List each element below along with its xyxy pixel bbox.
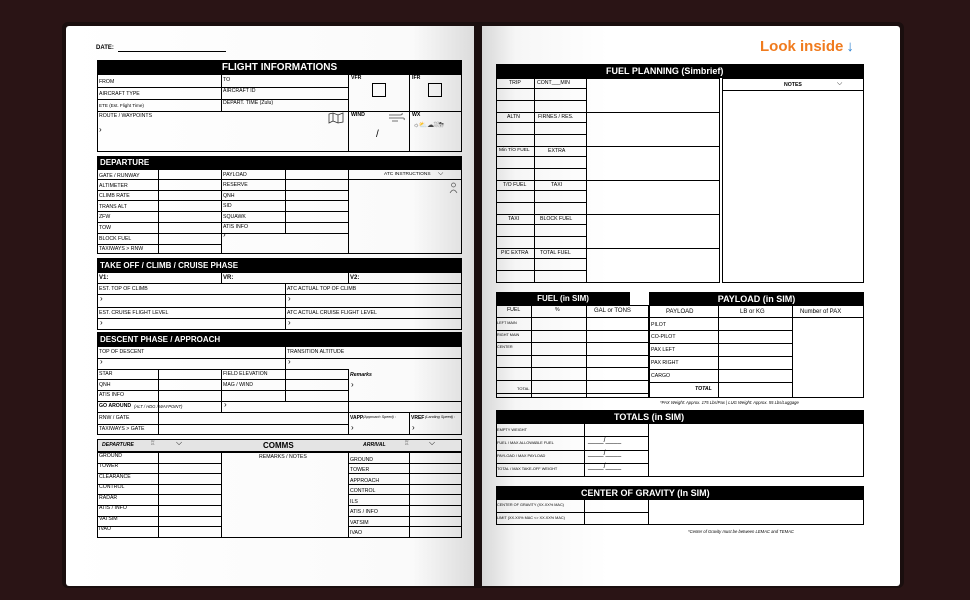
ps-row-0: PILOT (651, 322, 666, 328)
ps-col-1: LB or KG (740, 309, 765, 315)
dep-comm-1: TOWER (99, 463, 119, 469)
fp-to-fuel: T/O FUEL (503, 182, 527, 188)
remarks-label: Remarks (350, 372, 372, 378)
payload-table (649, 305, 864, 398)
dep-chevron-icon[interactable]: ⌵ (176, 438, 183, 447)
vr-label: VR: (223, 275, 234, 281)
map-icon (328, 112, 344, 124)
fuel-planning-line-8 (496, 190, 586, 191)
totals-slash-1: ____/____ (588, 437, 622, 444)
fuel-sim-line-6 (496, 393, 649, 394)
dep-left-2: CLIMB RATE (99, 193, 130, 199)
fp-min-to: Min T/O FUEL (499, 148, 530, 153)
fuel-planning-header: FUEL PLANNING (Simbrief) (496, 64, 864, 78)
fuel-planning-line-9 (496, 202, 586, 203)
cog-row-1: LIMIT (XX.XX% MAC <> XX.XX% MAC) (497, 516, 565, 520)
dep-comm-6: VATSIM (99, 516, 118, 522)
go-around-label: GO AROUND (99, 403, 132, 409)
down-arrow-icon: ↓ (846, 38, 854, 55)
fp-pic: PIC EXTRA (501, 250, 529, 256)
notes-chevron-icon[interactable]: ⌵ (837, 80, 843, 87)
mag-wind-label: MAG / WIND (223, 382, 253, 388)
atc-cruise-label: ATC ACTUAL CRUISE FLIGHT LEVEL (287, 310, 377, 316)
arr-comm-6: VATSIM (350, 520, 369, 526)
comms-line-12 (97, 526, 221, 527)
ete-label: ETE (Est. Flight Time) (99, 103, 144, 108)
arr-comm-5: ATIS / INFO (350, 509, 378, 515)
right-page (482, 26, 900, 586)
fs-total: TOTAL (517, 386, 530, 391)
totals-row-0: EMPTY WEIGHT (497, 427, 527, 432)
atc-instructions-label: ATC INSTRUCTIONS (384, 172, 431, 177)
depart-time-label: DEPART. TIME (Zulu) (223, 100, 274, 106)
ps-row-3: PAX RIGHT (651, 360, 679, 366)
atc-toc-label: ATC ACTUAL TOP OF CLIMB (287, 286, 357, 292)
fp-trip: TRIP (509, 80, 521, 86)
fuel-planning-line-1 (496, 100, 586, 101)
fs-col-0: FUEL (507, 307, 521, 313)
vapp-label: VAPP (350, 415, 364, 421)
fuel-planning-line-10 (496, 180, 720, 181)
fp-cont: CONT___MIN (537, 80, 570, 86)
arr-chevron-icon[interactable]: ⌵ (429, 438, 436, 447)
arr-comm-1: TOWER (350, 467, 370, 473)
descent-header: DESCENT PHASE / APPROACH (97, 332, 462, 346)
to-label: TO (223, 77, 231, 83)
payload-sim-line-0 (649, 317, 792, 318)
from-label: FROM (99, 79, 115, 85)
taxi-gate-label: TAXIWAYS > GATE (99, 426, 145, 432)
fs-col-2: GAL or TONS (594, 308, 631, 314)
fuel-sim-line-0 (496, 317, 649, 318)
cog-header: CENTER OF GRAVITY (In SIM) (496, 486, 864, 499)
ps-total: TOTAL (695, 386, 712, 392)
aircraft-type-label: AIRCRAFT TYPE (99, 91, 140, 97)
fuel-planning-line-6 (496, 168, 586, 169)
aircraft-id-label: AIRCRAFT ID (223, 88, 256, 94)
tower-icon: ♖ (150, 441, 156, 447)
fp-altn: ALTN (507, 114, 520, 120)
ifr-checkbox[interactable] (428, 83, 442, 97)
route-arrow-icon: › (99, 125, 102, 134)
wx-label: WX (412, 112, 421, 118)
payload-sim-line-1 (649, 330, 792, 331)
rnw-gate-label: RNW / GATE (99, 415, 130, 421)
dep-comm-0: GROUND (99, 453, 123, 459)
cog-row-0: CENTER OF GRAVITY (XX.XX% MAC) (497, 503, 564, 507)
arr-comm-4: ILS (350, 499, 358, 505)
dep-right-3: SID (223, 203, 232, 209)
dep-left-5: TOW (99, 225, 112, 231)
wind-slash-icon: / (376, 129, 379, 140)
chevron-down-icon[interactable]: ⌵ (438, 170, 444, 177)
ps-col-0: PAYLOAD (666, 309, 694, 315)
ps-row-4: CARGO (651, 373, 671, 379)
dep-left-4: ZFW (99, 214, 111, 220)
v2-label: V2: (350, 275, 360, 281)
payload-sim-line-3 (649, 356, 792, 357)
ps-row-1: CO-PILOT (651, 334, 676, 340)
takeoff-header: TAKE OFF / CLIMB / CRUISE PHASE (97, 258, 462, 272)
dep-left-7: TAXIWAYS > RNW (99, 246, 144, 252)
person-icon (449, 182, 458, 194)
dep-left-0: GATE / RUNWAY (99, 173, 140, 179)
atis-arrow-icon: › (223, 230, 226, 239)
fs-row-1: RIGHT MAIN (497, 333, 520, 337)
dep-right-1: RESERVE (223, 182, 248, 188)
dep-comm-2: CLEARANCE (99, 474, 131, 480)
arr-comm-0: GROUND (350, 457, 374, 463)
look-inside-text: Look inside (760, 38, 844, 55)
vfr-checkbox[interactable] (372, 83, 386, 97)
field-elev-label: FIELD ELEVATION (223, 371, 268, 377)
fs-row-0: LEFT MAIN (497, 321, 517, 325)
left-page: DATE: FLIGHT INFORMATIONS FROM TO AIRCRAFT TYPE AIRCRAFT ID ETE (Est. Flight Time) DEPART. TIME (Zulu) ROUTE / WAYPOINTS › VFR IFR WIND / WX ☼⛅☁⛆⛈ DEPARTURE GATE / RUNWAY ALTIMETER CLIMB RATE TRANS ALT ZFW TOW BLOCK FUEL TAXIWAYS > RNW PAYLOAD RESERVE QNH SID SQUAWK ATIS INFO › ATC INSTRUCTIONS ⌵ TAKE OFF / CLIMB / CRUISE PHASE V1: VR: V2: EST. TOP OF CLIMB ATC ACTUAL TOP OF CLIMB › › EST. CRUISE FLIGHT LEVEL ATC ACTUAL CRUISE FLIGHT LEVEL › › DESCENT PHASE / APPROACH TOP OF DESCENT TRANSITION ALTITUDE › › STAR QNH ATIS INFO FIELD ELEVATION MAG / WIND Remarks › GO AROUND (ALT / HDG / WAYPOINT) › RNW / GATE TAXIWAYS > GATE VAPP (Approach Speed) : VREF (Landing Speed) : › › DEPARTURE ♖ ⌵ COMMS ARRIVAL ♖ ⌵ REMARKS / NOTES GROUND TOWER CLEARANCE CONTROL RADAR ATIS / INFO VATSIM IVAO GROUND TOWER APPROACH CONTROL ILS ATIS / INFO VATSIM IVAO (66, 26, 474, 586)
v1-label: V1: (99, 275, 109, 281)
weather-icons: ☼⛅☁⛆⛈ (413, 122, 444, 129)
dep-left-6: BLOCK FUEL (99, 236, 132, 242)
qnh-label: QNH (99, 382, 111, 388)
date-label: DATE: (96, 45, 114, 51)
comms-title: COMMS (263, 441, 294, 450)
notes-label: NOTES (784, 82, 802, 88)
payload-sim-line-6 (792, 317, 864, 318)
fuel-sim-line-5 (496, 380, 649, 381)
fuel-planning-line-5 (496, 156, 586, 157)
dep-left-3: TRANS ALT (99, 204, 127, 210)
arr-comm-3: CONTROL (350, 488, 376, 494)
payload-sim-line-5 (649, 382, 792, 383)
est-toc-label: EST. TOP OF CLIMB (99, 286, 148, 292)
fuel-planning-line-14 (496, 258, 586, 259)
dep-right-0: PAYLOAD (223, 172, 247, 178)
arr-comm-7: IVAO (350, 530, 363, 536)
fs-col-1: % (555, 307, 560, 313)
fuel-planning-line-4 (496, 112, 720, 113)
totals-header: TOTALS (in SIM) (496, 410, 864, 423)
fuel-sim-line-2 (496, 342, 649, 343)
comms-line-13 (348, 526, 462, 527)
vapp-note: (Approach Speed) : (363, 415, 396, 419)
payload-sim-line-4 (649, 369, 792, 370)
dep-comm-4: RADAR (99, 495, 118, 501)
dep-right-4: SQUAWK (223, 214, 246, 220)
notes-box[interactable] (722, 78, 864, 283)
est-cruise-label: EST. CRUISE FLIGHT LEVEL (99, 310, 169, 316)
totals-row-1: FUEL / MAX ALLOWABLE FUEL (497, 440, 554, 445)
fuel-planning-line-7 (496, 146, 720, 147)
route-label: ROUTE / WAYPOINTS (99, 113, 153, 119)
fuel-sim-line-4 (496, 367, 649, 368)
arr-comm-2: APPROACH (350, 478, 380, 484)
fuel-planning-line-0 (496, 88, 586, 89)
dep-right-5: ATIS INFO (223, 224, 248, 230)
fuel-planning-line-2 (496, 122, 586, 123)
comms-arrival-label: ARRIVAL (363, 442, 386, 448)
comms-line-11 (348, 516, 462, 517)
trans-alt-label: TRANSITION ALTITUDE (287, 349, 345, 355)
fuel-planning-line-11 (496, 224, 586, 225)
atis-info-label: ATIS INFO (99, 392, 124, 398)
fuel-sim-header: FUEL (in SIM) (496, 292, 630, 305)
fp-taxi2: TAXI (508, 216, 520, 222)
comms-line-7 (348, 494, 462, 495)
ifr-label: IFR (412, 75, 421, 81)
flight-info-header: FLIGHT INFORMATIONS (97, 60, 462, 74)
dep-right-2: QNH (223, 193, 235, 199)
star-label: STAR (99, 371, 113, 377)
fp-total: TOTAL FUEL (540, 250, 571, 256)
fp-extra: EXTRA (548, 148, 566, 154)
fp-firnes: FIRNES / RES. (538, 114, 574, 120)
totals-row-2: PAYLOAD / MAX PAYLOAD (497, 453, 546, 458)
fuel-sim-line-1 (496, 330, 649, 331)
totals-slash-2: ____/____ (588, 450, 622, 457)
cog-footnote: *Center of Gravity must be between LEMAC and TEMAC (688, 529, 794, 534)
fuel-sim-line-3 (496, 355, 649, 356)
dep-comm-5: ATIS / INFO (99, 505, 127, 511)
totals-slash-3: ____/____ (588, 463, 622, 470)
ps-col-2: Number of PAX (800, 309, 842, 315)
wind-icon (388, 112, 406, 122)
go-around-note: (ALT / HDG / WAYPOINT) (134, 404, 183, 409)
payload-sim-header: PAYLOAD (in SIM) (649, 292, 864, 305)
payload-sim-line-2 (649, 343, 792, 344)
fuel-planning-line-12 (496, 236, 586, 237)
dep-left-1: ALTIMETER (99, 183, 128, 189)
fuel-sim-table (496, 305, 649, 398)
wind-label: WIND (351, 112, 365, 118)
fuel-planning-line-16 (496, 248, 720, 249)
fp-block: BLOCK FUEL (540, 216, 573, 222)
tower-icon-2: ♖ (404, 441, 410, 447)
vref-note: (Landing Speed) : (425, 415, 456, 419)
comms-departure-label: DEPARTURE (102, 442, 134, 448)
fuel-planning-line-13 (496, 214, 720, 215)
comms-line-3 (348, 473, 462, 474)
fs-row-2: CENTER (497, 345, 513, 349)
date-line (118, 51, 226, 52)
remarks-notes-label: REMARKS / NOTES (259, 454, 307, 460)
totals-row-3: TOTAL / MAX TAKE-OFF WEIGHT (497, 466, 558, 471)
vref-label: VREF (411, 415, 425, 421)
vfr-label: VFR (351, 75, 362, 81)
departure-header: DEPARTURE (97, 156, 462, 169)
comms-line-9 (348, 505, 462, 506)
takeoff-table (97, 272, 462, 330)
fuel-planning-line-15 (496, 270, 586, 271)
fuel-planning-line-3 (496, 134, 586, 135)
tod-label: TOP OF DESCENT (99, 349, 145, 355)
ps-row-2: PAX LEFT (651, 347, 676, 353)
look-inside-badge[interactable] (760, 38, 854, 55)
dep-comm-7: IVAO (99, 526, 112, 532)
fp-taxi: TAXI (551, 182, 563, 188)
dep-comm-3: CONTROL (99, 484, 125, 490)
payload-footnote: *PAX Weight: Approx. 175 Lbs/Pax | LUG Weight: Approx. 55 Lbs/Luggage (660, 400, 799, 405)
